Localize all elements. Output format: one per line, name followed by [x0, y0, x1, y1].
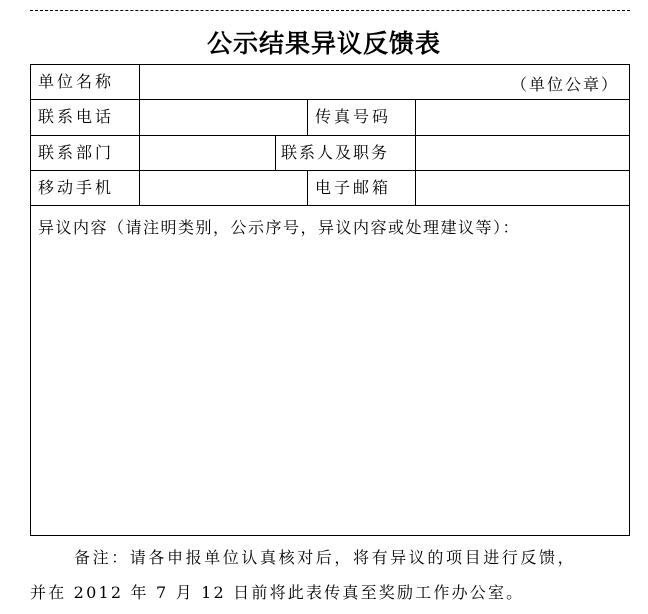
objection-content-label: 异议内容（请注明类别，公示序号，异议内容或处理建议等）： — [38, 218, 521, 237]
row-divider — [31, 135, 629, 136]
department-label: 联系部门 — [38, 143, 115, 162]
row-divider — [31, 205, 629, 206]
column-divider — [275, 135, 276, 170]
row-divider — [31, 170, 629, 171]
column-divider — [415, 99, 416, 205]
column-divider — [307, 170, 308, 205]
unit-name-label: 单位名称 — [38, 72, 115, 91]
fax-label: 传真号码 — [315, 107, 392, 126]
mobile-label: 移动手机 — [38, 178, 115, 197]
column-divider — [139, 65, 140, 205]
unit-seal-note: （单位公章） — [510, 75, 619, 94]
phone-label: 联系电话 — [38, 107, 115, 126]
contact-person-label: 联系人及职务 — [281, 143, 390, 162]
email-label: 电子邮箱 — [315, 178, 392, 197]
note-line-2: 并在 2012 年 7 月 12 日前将此表传真至奖励工作办公室。 — [30, 583, 525, 602]
objection-form-table — [30, 64, 630, 536]
note-line-1: 备注：请各申报单位认真核对后，将有异议的项目进行反馈， — [74, 548, 577, 567]
column-divider — [307, 99, 308, 135]
form-title: 公示结果异议反馈表 — [206, 29, 441, 58]
row-divider — [31, 99, 629, 100]
dashed-divider — [30, 10, 630, 11]
